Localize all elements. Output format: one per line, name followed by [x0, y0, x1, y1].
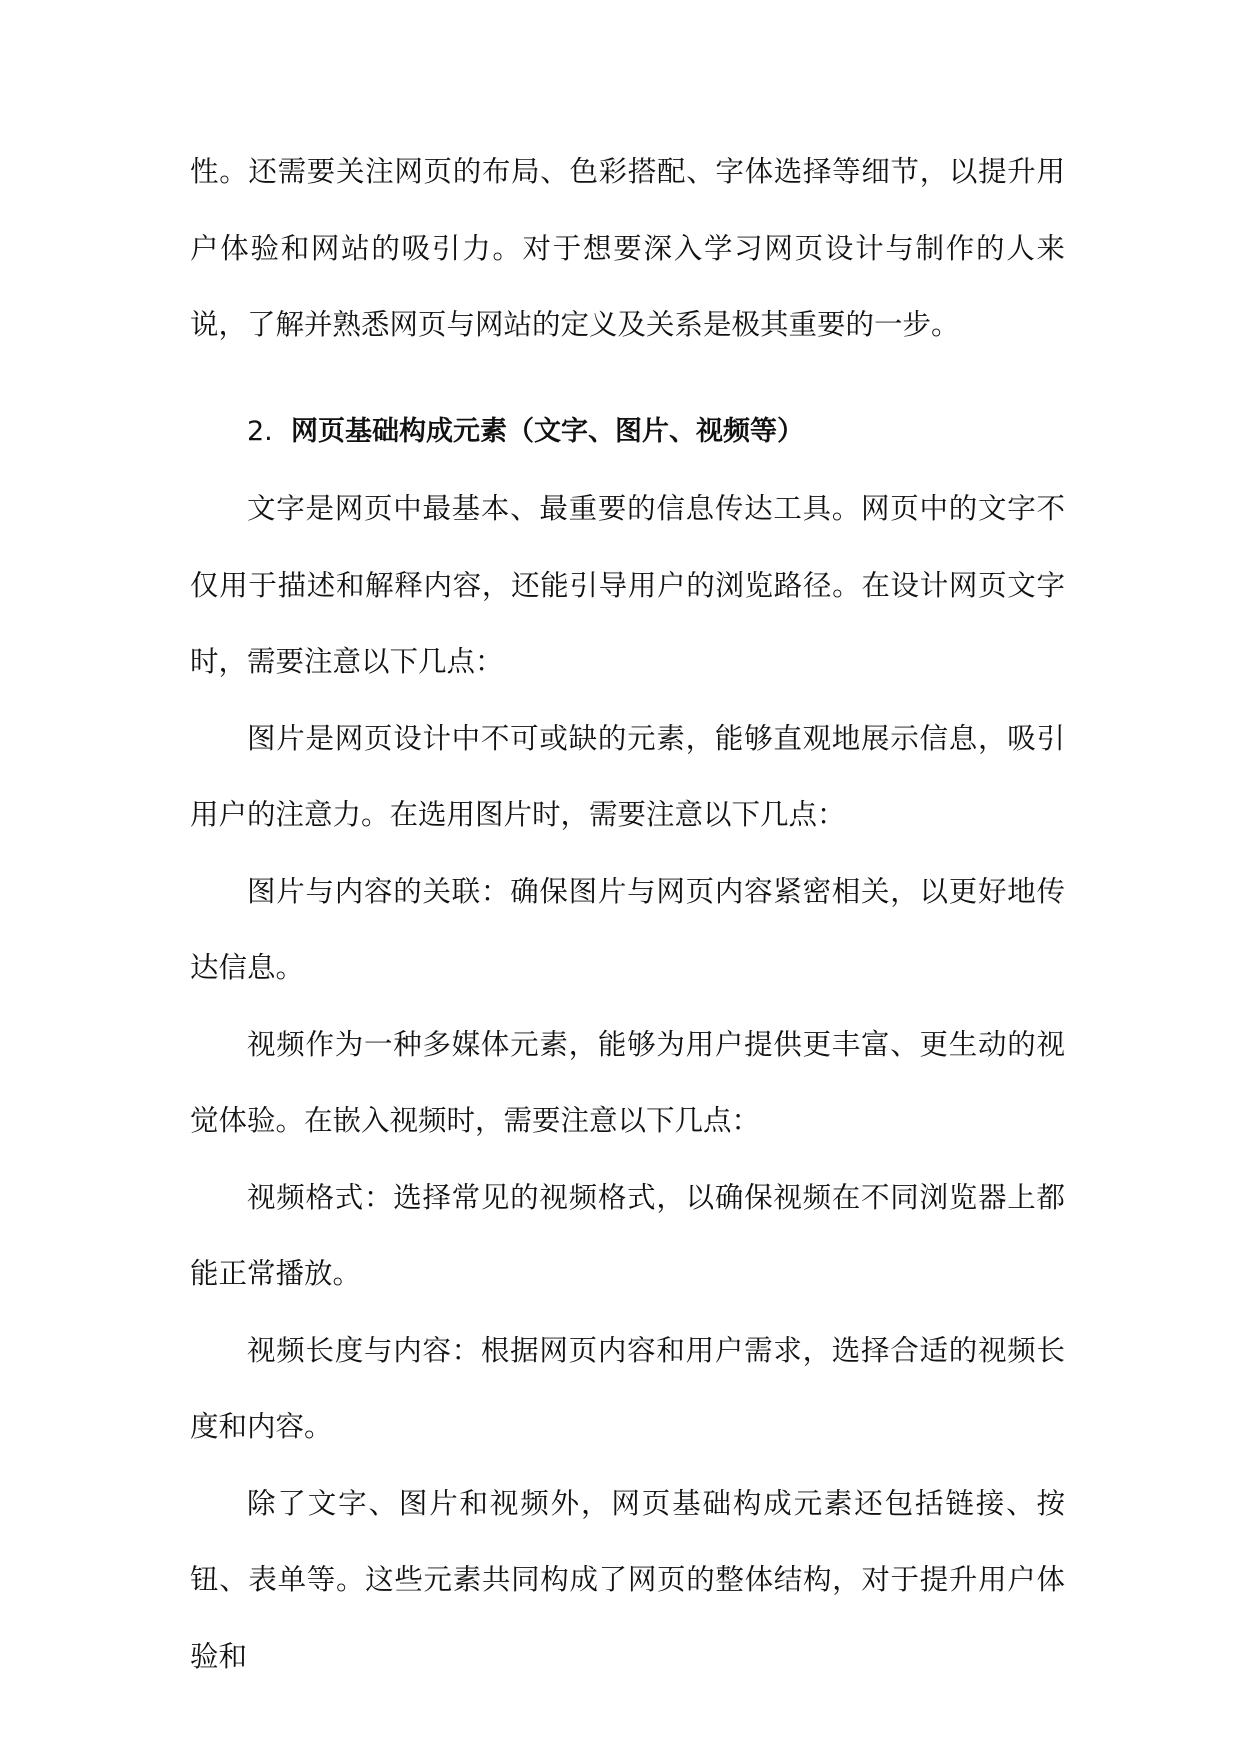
paragraph-video-format: 视频格式：选择常见的视频格式，以确保视频在不同浏览器上都能正常播放。 [190, 1180, 1065, 1290]
paragraph-continuation: 性。还需要关注网页的布局、色彩搭配、字体选择等细节，以提升用户体验和网站的吸引力。对于想要深入学习网页设计与制作的人来说，了解并熟悉网页与网站的定义及关系是极其重要的一步。 [190, 155, 1065, 341]
section-number: 2. [247, 416, 273, 447]
section-heading [247, 394, 1047, 471]
paragraph-other-elements: 除了文字、图片和视频外，网页基础构成元素还包括链接、按钮、表单等。这些元素共同构成了网页的整体结构，对于提升用户体验和 [190, 1486, 1065, 1673]
paragraph-image-relevance: 图片与内容的关联：确保图片与网页内容紧密相关，以更好地传达信息。 [190, 874, 1065, 984]
paragraph-images: 图片是网页设计中不可或缺的元素，能够直观地展示信息，吸引用户的注意力。在选用图片时，需要注意以下几点： [190, 721, 1065, 831]
section-body [190, 471, 1065, 1695]
paragraph-video: 视频作为一种多媒体元素，能够为用户提供更丰富、更生动的视觉体验。在嵌入视频时，需要注意以下几点： [190, 1027, 1065, 1137]
paragraph-video-length: 视频长度与内容：根据网页内容和用户需求，选择合适的视频长度和内容。 [190, 1333, 1065, 1443]
section-title: 网页基础构成元素（文字、图片、视频等） [291, 416, 804, 447]
continuation-block [190, 134, 1065, 364]
paragraph-text: 文字是网页中最基本、最重要的信息传达工具。网页中的文字不仅用于描述和解释内容，还能引导用户的浏览路径。在设计网页文字时，需要注意以下几点： [190, 492, 1065, 678]
